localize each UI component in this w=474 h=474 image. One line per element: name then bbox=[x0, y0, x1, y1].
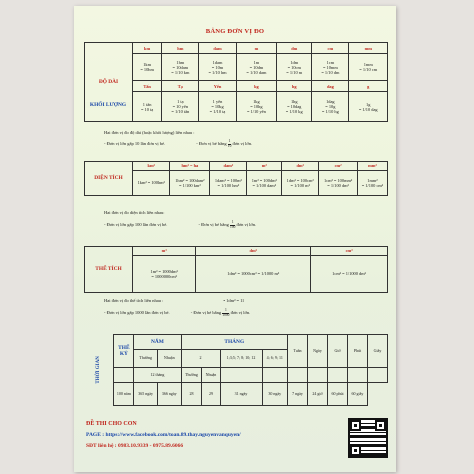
length-label: ĐỘ DÀI bbox=[85, 43, 133, 122]
volume-cell: 1dm³ = 1000cm³ = 1/1000 m³ bbox=[196, 256, 311, 293]
nam-nhuan: Nhuận bbox=[157, 350, 181, 368]
feb-nhuan: Nhuận bbox=[202, 367, 220, 382]
length-cell: 1km = 10hm bbox=[133, 54, 162, 81]
minute-value: 60 giây bbox=[348, 383, 368, 406]
unit-km: km bbox=[133, 43, 162, 54]
unit-m: m bbox=[236, 43, 277, 54]
area-cell: 1mm² = 1/100 cm² bbox=[357, 171, 387, 196]
footer-phone: SĐT liên hệ : 0983.10.9339 - 0975.89.6066 bbox=[86, 443, 184, 449]
the-ky-header: THẾ KỶ bbox=[114, 335, 134, 368]
nam-thuong: Thường bbox=[134, 350, 158, 368]
century-value: 100 năm bbox=[114, 383, 134, 406]
time-table bbox=[84, 334, 388, 406]
volume-table bbox=[84, 246, 388, 293]
unit-g: g bbox=[349, 81, 388, 92]
unit-hg: hg bbox=[277, 81, 312, 92]
feb-leap-value: 29 bbox=[202, 383, 220, 406]
mass-cell: 1hg = 10dag = 1/10 kg bbox=[277, 92, 312, 122]
area-cell: 1km² = 100hm² bbox=[133, 171, 170, 196]
volume-cell: 1cm³ = 1/1000 dm³ bbox=[311, 256, 388, 293]
unit-tan: Tấn bbox=[133, 81, 162, 92]
area-cell: 1m² = 100dm² = 1/100 dam² bbox=[247, 171, 282, 196]
unit-dam2: dam² bbox=[210, 162, 247, 171]
unit-cm: cm bbox=[312, 43, 349, 54]
area-label: DIỆN TÍCH bbox=[85, 162, 133, 196]
area-cell: 1dm² = 100cm² = 1/100 m² bbox=[282, 171, 319, 196]
ngay-header: Ngày bbox=[308, 335, 328, 368]
relation-note-1: Hai đơn vị đo độ dài (hoặc khối lượng) liền nhau : - Đơn vị lớn gấp 10 lần đơn vị bé. - Đơn vị bé bằng $\frac{1}{10}$ đơn vị lớn. bbox=[104, 130, 253, 148]
year-normal-value: 365 ngày bbox=[134, 383, 158, 406]
unit-cm3: cm³ bbox=[311, 247, 388, 256]
mass-cell: 1 yến = 10kg = 1/10 tạ bbox=[199, 92, 236, 122]
unit-m3: m³ bbox=[133, 247, 196, 256]
unit-dm: dm bbox=[277, 43, 312, 54]
unit-cm2: cm² bbox=[319, 162, 358, 171]
nam-header: NĂM bbox=[134, 335, 181, 350]
length-cell: 1hm = 10dam = 1/10 km bbox=[162, 54, 199, 81]
area-cell: 1dam² = 100m² = 1/100 hm² bbox=[210, 171, 247, 196]
unit-dam: dam bbox=[199, 43, 236, 54]
mass-cell: 1g = 1/10 dag bbox=[349, 92, 388, 122]
area-cell: 1cm² = 100mm² = 1/100 dm² bbox=[319, 171, 358, 196]
unit-m2: m² bbox=[247, 162, 282, 171]
months-31: 1;3;5; 7; 8; 10; 12 bbox=[220, 350, 262, 368]
hour-value: 60 phút bbox=[328, 383, 348, 406]
gio-header: Giờ bbox=[328, 335, 348, 368]
relation-note-2: Hai đơn vị đo diện tích liền nhau: - Đơn vị lớn gấp 100 lần đơn vị bé. - Đơn vị bé bằng $\frac{1}{100}$ đơn vị lớn. bbox=[104, 210, 257, 229]
footer-heading: ĐỀ THI CHO CON bbox=[86, 421, 137, 427]
tuan-header: Tuần bbox=[288, 335, 308, 368]
unit-dm2: dm² bbox=[282, 162, 319, 171]
unit-yen: Yến bbox=[199, 81, 236, 92]
year-leap-value: 366 ngày bbox=[157, 383, 181, 406]
unit-mm2: mm² bbox=[357, 162, 387, 171]
day-value: 24 giờ bbox=[308, 383, 328, 406]
unit-hm: hm bbox=[162, 43, 199, 54]
thang-2: 2 bbox=[181, 350, 220, 368]
mass-label: KHỐI LƯỢNG bbox=[85, 102, 131, 108]
length-cell: 1dam = 10m = 1/10 hm bbox=[199, 54, 236, 81]
volume-cell: 1m³ = 1000dm³ = 1000000cm³ bbox=[133, 256, 196, 293]
area-table bbox=[84, 161, 388, 196]
twelve-months: 12 tháng bbox=[134, 367, 181, 382]
unit-kg: kg bbox=[236, 81, 277, 92]
month-30-value: 30 ngày bbox=[262, 383, 287, 406]
phut-header: Phút bbox=[348, 335, 368, 368]
area-cell: 1hm² = 100dam² = 1/100 km² bbox=[170, 171, 210, 196]
week-value: 7 ngày bbox=[288, 383, 308, 406]
giay-header: Giây bbox=[368, 335, 388, 368]
qr-code bbox=[348, 418, 388, 458]
mass-cell: 1kg = 10hg = 1/10 yến bbox=[236, 92, 277, 122]
length-cell: 1mm = 1/10 cm bbox=[349, 54, 388, 81]
unit-ta: Tạ bbox=[162, 81, 199, 92]
length-cell: 1m = 10dm = 1/10 dam bbox=[236, 54, 277, 81]
page-title: BẢNG ĐƠN VỊ ĐO bbox=[205, 28, 265, 35]
worksheet-page bbox=[74, 6, 396, 472]
feb-thuong: Thường bbox=[181, 367, 202, 382]
mass-cell: 1 tấn = 10 tạ bbox=[133, 92, 162, 122]
unit-dag: dag bbox=[312, 81, 349, 92]
length-cell: 1cm = 10mm = 1/10 dm bbox=[312, 54, 349, 81]
unit-mm: mm bbox=[349, 43, 388, 54]
time-label: THỜI GIAN bbox=[95, 356, 101, 384]
thang-header: THÁNG bbox=[181, 335, 287, 350]
mass-cell: 1 tạ = 10 yến = 1/10 tấn bbox=[162, 92, 199, 122]
months-30: 4; 6; 9; 11 bbox=[262, 350, 287, 368]
unit-dm3: dm³ bbox=[196, 247, 311, 256]
feb-normal-value: 28 bbox=[181, 383, 202, 406]
length-cell: 1dm = 10cm = 1/10 m bbox=[277, 54, 312, 81]
month-31-value: 31 ngày bbox=[220, 383, 262, 406]
footer-page-link[interactable]: PAGE : https://www.facebook.com/toan.89.thay.nguyenvanquyen/ bbox=[86, 432, 241, 438]
mass-cell: 1dag = 10g = 1/10 hg bbox=[312, 92, 349, 122]
unit-km2: km² bbox=[133, 162, 170, 171]
relation-note-3: Hai đơn vị đo thể tích liền nhau : • 1dm³ = 1l - Đơn vị lớn gấp 1000 lần đơn vị bé. - Đơn vị bé bằng $\frac{1}{1000}$ đơn vị lớn. bbox=[104, 298, 251, 317]
volume-label: THỂ TÍCH bbox=[85, 247, 133, 293]
length-mass-table bbox=[84, 42, 388, 122]
unit-hm2: hm² = ha bbox=[170, 162, 210, 171]
